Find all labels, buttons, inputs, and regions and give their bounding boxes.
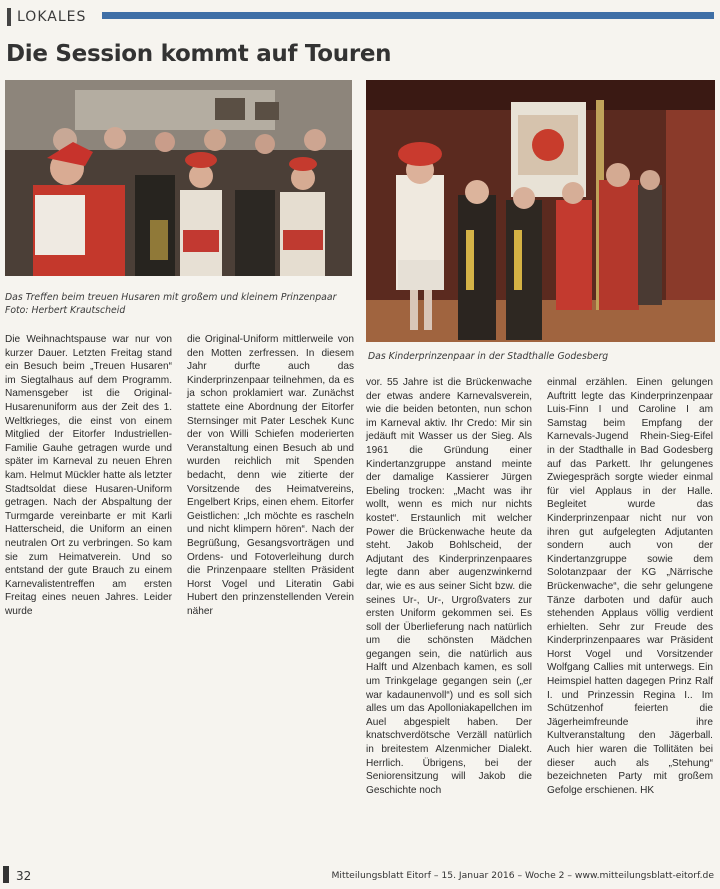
photo-left-credit: Foto: Herbert Krautscheid — [5, 305, 126, 316]
column-2-text: die Original-Uniform mittlerweile von den Motten zerfressen. In diesem Jahr durfte auch das Kinderprinzenpaar teilnehmen, da es ja schon proklamiert war. Zunächst stattete eine Abordnung der Eitorfer Sternsinger mit Pater Leschek Kunc der von Willi Schiefen moderierten Veranstaltung einen Besuch ab und wurden reichlich mit Spenden bedacht, denn wie zitierte der Vorsitzende des Heimatvereins, Engelbert Krips, einen ehem. Eitorfer Geistlichen: „Ich möchte es rascheln und nicht klimpern hören“. Nach der Begrüßung, Gesangsvorträgen und Ordens- und Fotoverleihung durch die Prinzenpaare stellten Präsident Horst Vogel und Literatin Gabi Hubert den prinzenstellenden Verein näher — [187, 334, 354, 617]
section-label: LOKALES — [17, 9, 87, 25]
article-column-1 — [5, 333, 172, 618]
page-number: 32 — [16, 869, 32, 883]
section-rule — [102, 12, 714, 19]
photo-children-prince-couple — [366, 80, 715, 342]
section-header — [4, 6, 716, 28]
article-column-3 — [366, 376, 532, 797]
column-3-text: vor. 55 Jahre ist die Brückenwache der etwas andere Karnevalsverein, wie die beiden betonten, nun schon im Karneval aktiv. Ihr Credo: Mir sin jedäuft mit Wasser us der Sieg. Als 1961 die Gründung einer Kindertanzgruppe anstand meinte der damalige Kassierer Jürgen Ebeling trocken: „Macht was ihr wollt, wenn es mich nur nichts kostet“. Erstaunlich mit welcher Power die Brückenwache heute da steht. Jakob Bohlscheid, der Adjutant des Kinderprinzenpaares legte dann aber augenzwinkernd dar, wie es aus seiner Sicht bzw. die seines Ur-, Ur-, Urgroßvaters zur ersten Uniform gekommen sei. Es soll der Überlieferung nach natürlich um die schönsten Mädchen gegangen sein, die natürlich aus Halft und Alzenbach kamen, es soll um Trinkgelage gegangen sein („er war kadaunenvoll“) und es soll sich alles um das Apolloniakapellchen im Auel abgespielt haben. Der knatschverdötsche Verzäll natürlich in breitestem Alzenmicher Dialekt. Herrlich. Übrigens, bei der Seniorensitzung will Jakob die Geschichte noch — [366, 377, 532, 796]
column-1-text: Die Weihnachtspause war nur von kurzer Dauer. Letzten Freitag stand ein Besuch beim „Treuen Husaren“ im Siegtalhaus auf dem Programm. Namensgeber ist die Original-Husarenuniform aus der Zeit des 1. Weltkrieges, die einst von einem Mitglied der Eitorfer Industriellen-Familie Gauhe getragen wurde und später im Karneval zu neuen Ehren kam. Helmut Mückler hatte als letzter Stadtsoldat diese Husaren-Uniform getragen. Nach der Abspaltung der Turmgarde vereinbarte er mit Karli Hatterscheid, die Uniform an einen neutralen Ort zu verbringen. So kam sie zum Heimatverein. Und so entstand der gute Brauch zu einem Karnevalistentreffen am ersten Freitag eines neuen Jahres. Leider wurde — [5, 334, 172, 617]
photo-left-caption-text: Das Treffen beim treuen Husaren mit großem und kleinem Prinzenpaar — [5, 292, 337, 303]
section-marker — [7, 8, 11, 26]
photo-right-caption: Das Kinderprinzenpaar in der Stadthalle Godesberg — [368, 351, 609, 362]
photo-left-caption — [5, 291, 355, 317]
footer-publication-info: Mitteilungsblatt Eitorf – 15. Januar 2016 – Woche 2 – www.mitteilungsblatt-eitorf.de — [331, 870, 714, 881]
article-column-2 — [187, 333, 354, 618]
footer-marker — [3, 866, 9, 883]
column-4-text: einmal erzählen. Einen gelungen Auftritt legte das Kinderprinzenpaar Luis-Finn I und Caroline I am Samstag beim Empfang der Karnevals-Jugend Rhein-Sieg-Eifel in der Stadthalle in Bad Godesberg auf das Parkett. Ihr gelungenes Zwiegespräch sorgte wieder einmal für viel Applaus in der Halle. Begleitet wurde das Kinderprinzenpaar nicht nur von ihren gut aufgelegten Adjutanten sondern auch von der Kindertanzgruppe sowie dem Solotanzpaar der KG „Närrische Brückenwache“, die sehr gelungene Tänze darboten und dafür auch stehenden Applaus völlig verdient erhielten. Sehr zur Freude des Kinderprinzenpaares war Präsident Horst Vogel und Vorsitzender Wolfgang Callies mit unterwegs. Ein Heimspiel hatten dagegen Prinz Ralf I. und Prinzessin Regina I.. Im Schützenhof feierten die Jägerheimfreunde ihre Kultveranstaltung den Jägerball. Auch hier waren die Tollitäten bei dieser auch als „Stehung“ bezeichneten Party mit großem Gefolge erschienen. HK — [547, 377, 713, 796]
photo-hussar-meeting — [5, 80, 352, 276]
article-headline: Die Session kommt auf Touren — [6, 41, 392, 67]
article-column-4 — [547, 376, 713, 797]
